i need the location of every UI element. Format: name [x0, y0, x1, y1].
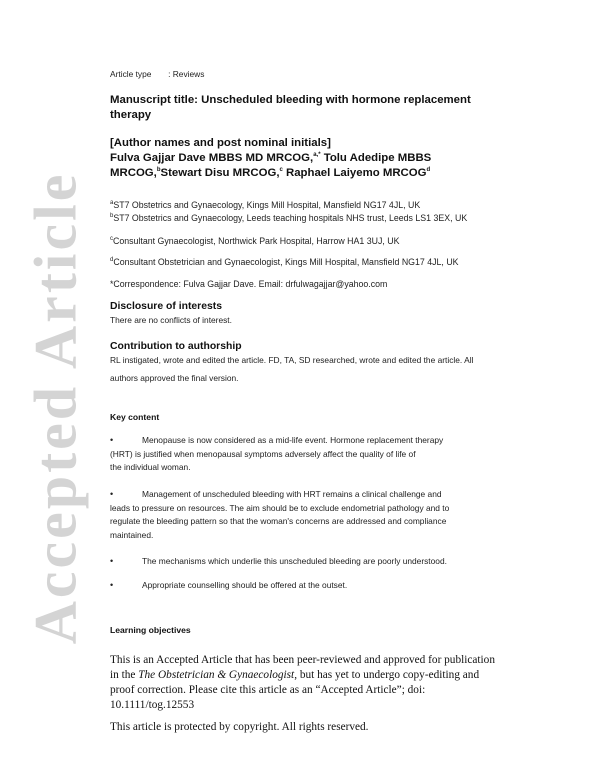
article-type: [110, 68, 204, 80]
contribution-heading: Contribution to authorship: [110, 341, 242, 352]
manuscript-title: Manuscript title: Unscheduled bleeding with hormone replacement therapy: [110, 94, 471, 121]
bullet-icon: •: [110, 435, 114, 445]
affiliation-b: $^b$ST7 Obstetrics and Gynaecology, Leeds teaching hospitals NHS trust, Leeds LS1 3EX, UK: [110, 213, 468, 223]
author-2: Tolu Adedipe MBBS MRCOG,: [110, 152, 432, 179]
key-content-item: • Menopause is now considered as a mid-life event. Hormone replacement therapy (HRT) is justified when menopausal symptoms adversely affect the quality of life of the individual woman.: [110, 435, 444, 472]
bullet-icon: •: [110, 556, 114, 566]
author-3-sup: c: [279, 167, 283, 174]
disclosure-text: There are no conflicts of interest.: [110, 315, 232, 325]
bullet-icon: •: [110, 489, 114, 499]
author-3: Stewart Disu MRCOG,: [160, 167, 280, 179]
accepted-article-watermark: [2, 88, 89, 728]
correspondence: *Correspondence: Fulva Gajjar Dave. Email: drfulwagajjar@yahoo.com: [110, 279, 388, 289]
bullet-icon: •: [110, 580, 114, 590]
key-content-item: • Appropriate counselling should be offered at the outset.: [110, 580, 348, 590]
affiliation-c: $^c$Consultant Gynaecologist, Northwick Park Hospital, Harrow HA1 3UJ, UK: [110, 236, 400, 246]
watermark-text: Accepted Article: [22, 171, 89, 645]
journal-name: The Obstetrician & Gynaecologist: [138, 669, 295, 681]
copyright-notice: This article is protected by copyright. All rights reserved.: [110, 721, 369, 733]
article-type-label: Article type: [110, 69, 152, 79]
affiliation-d: $^d$Consultant Obstetrician and Gynaecologist, Kings Mill Hospital, Mansfield NG17 4JL, UK: [110, 257, 459, 267]
key-content-item: • The mechanisms which underlie this unscheduled bleeding are poorly understood.: [110, 556, 447, 566]
author-2-sup: b: [156, 167, 161, 174]
authors-heading: [Author names and post nominal initials]: [110, 137, 331, 149]
key-content-item: • Management of unscheduled bleeding with HRT remains a clinical challenge and leads to pressure on resources. The aim should be to exclude endometrial pathology and to regulate the bleeding pattern so that the woman's concerns are addressed and compliance maintained.: [110, 489, 450, 540]
contribution-line-2: authors approved the final version.: [110, 373, 239, 383]
affiliation-a: $^a$ST7 Obstetrics and Gynaecology, Kings Mill Hospital, Mansfield NG17 4JL, UK: [110, 200, 421, 210]
author-4-sup: d: [426, 167, 431, 174]
author-1: Fulva Gajjar Dave MBBS MD MRCOG,: [110, 152, 314, 164]
doi: 10.1111/tog.12553: [110, 699, 195, 711]
key-content-heading: Key content: [110, 412, 160, 422]
learning-objectives-heading: Learning objectives: [110, 625, 191, 635]
disclosure-heading: Disclosure of interests: [110, 301, 223, 312]
author-4: Raphael Laiyemo MRCOG: [282, 167, 427, 179]
contribution-line-1: RL instigated, wrote and edited the article. FD, TA, SD researched, wrote and edited the article. All: [110, 355, 474, 365]
accepted-article-notice: This is an Accepted Article that has been peer-reviewed and approved for publication in the The Obstetrician & Gynaecologist, but has yet to undergo copy-editing and proof correction. Please cite this article as an “Accepted Article”; doi: 10.1111/tog.12553: [110, 653, 510, 713]
author-list: [110, 151, 494, 181]
article-type-value: : Reviews: [168, 69, 205, 79]
author-1-sup: a,*: [313, 152, 321, 159]
